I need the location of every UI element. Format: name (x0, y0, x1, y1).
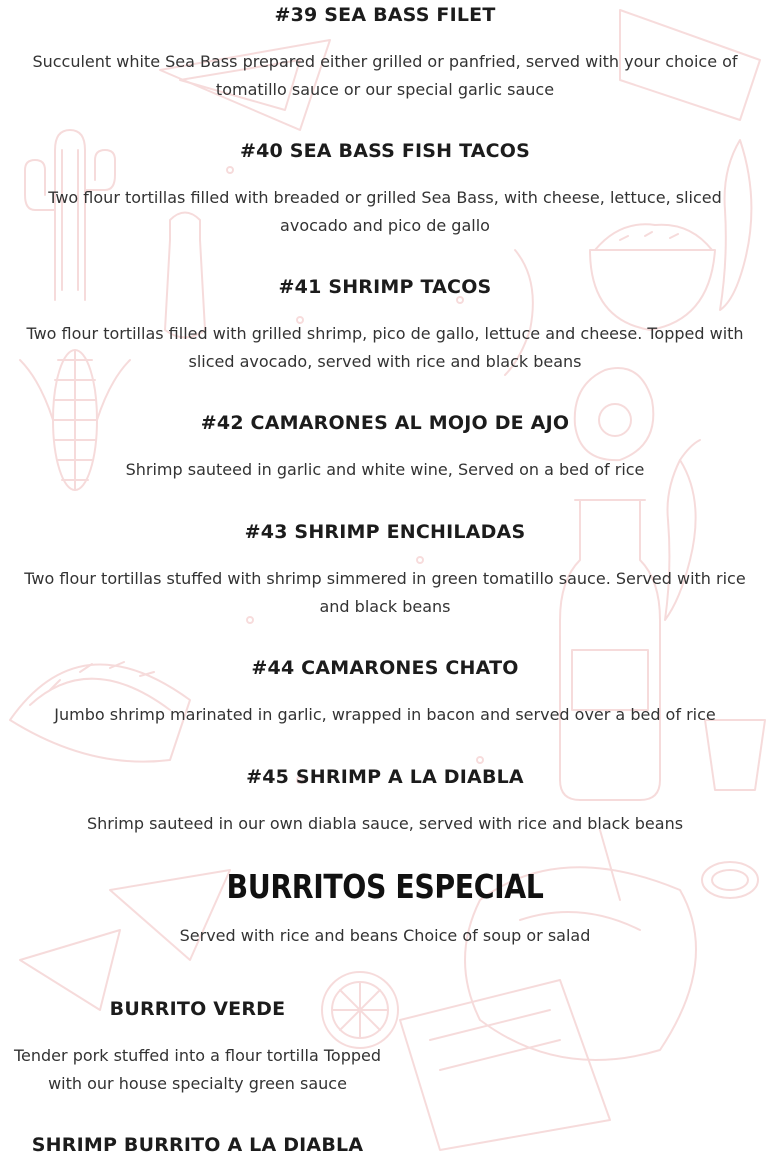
menu-item-42 (0, 411, 770, 484)
section-title: BURRITOS ESPECIAL (226, 867, 544, 906)
menu-item-title: #41 SHRIMP TACOS (278, 276, 492, 298)
menu-item-title: #40 SEA BASS FISH TACOS (239, 140, 531, 162)
menu-item-description: Two flour tortillas stuffed with shrimp simmered in green tomatillo sauce. Served with rice and black beans (24, 569, 746, 616)
menu-item-description: Two flour tortillas filled with breaded or grilled Sea Bass, with cheese, lettuce, sliced avocado and pico de gallo (48, 188, 722, 235)
menu-item-45 (0, 765, 770, 838)
menu-item-shrimp-burrito-diabla (10, 1133, 385, 1157)
menu-item-burrito-verde (10, 997, 385, 1097)
menu-item-title: #39 SEA BASS FILET (274, 4, 496, 26)
menu-item-description: Shrimp sauteed in our own diabla sauce, served with rice and black beans (86, 814, 684, 833)
menu-item-title: #45 SHRIMP A LA DIABLA (246, 766, 524, 788)
menu-item-title: BURRITO VERDE (109, 998, 286, 1020)
menu-item-description: Succulent white Sea Bass prepared either grilled or panfried, served with your choice of tomatillo sauce or our special garlic sauce (32, 52, 738, 99)
menu-item-44 (0, 656, 770, 729)
section-subtitle: Served with rice and beans Choice of soup or salad (179, 926, 591, 945)
menu-item-41 (0, 275, 770, 375)
menu-item-43 (0, 520, 770, 620)
menu-item-description: Jumbo shrimp marinated in garlic, wrapped in bacon and served over a bed of rice (54, 705, 716, 724)
menu-item-description: Two flour tortillas filled with grilled shrimp, pico de gallo, lettuce and cheese. Topped with sliced avocado, served with rice and black beans (26, 324, 744, 371)
menu-item-title: #43 SHRIMP ENCHILADAS (244, 521, 526, 543)
menu-item-title: SHRIMP BURRITO A LA DIABLA (31, 1134, 364, 1156)
menu-item-title: #44 CAMARONES CHATO (251, 657, 519, 679)
menu-item-title: #42 CAMARONES AL MOJO DE AJO (200, 412, 570, 434)
menu-item-40 (0, 139, 770, 239)
menu-item-39 (0, 3, 770, 103)
menu-item-description: Shrimp sauteed in garlic and white wine, Served on a bed of rice (125, 460, 645, 479)
menu-item-description: Tender pork stuffed into a flour tortilla Topped with our house specialty green sauce (13, 1046, 382, 1093)
